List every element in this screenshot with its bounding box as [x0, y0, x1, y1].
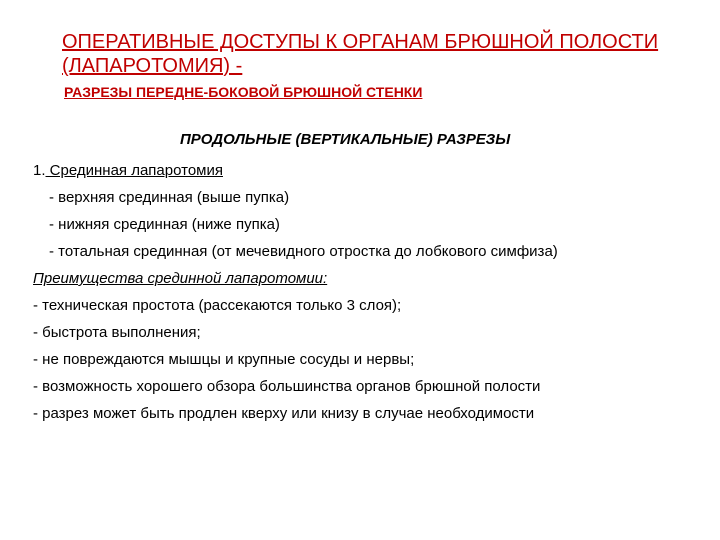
advantage-line: - не повреждаются мышцы и крупные сосуды и нервы;: [33, 351, 415, 368]
advantage-line: - техническая простота (рассекаются только 3 слоя);: [33, 297, 402, 314]
advantage-line: - разрез может быть продлен кверху или книзу в случае необходимости: [33, 405, 535, 422]
variant-line: - тотальная срединная (от мечевидного отростка до лобкового симфиза): [49, 243, 558, 260]
slide-title: ОПЕРАТИВНЫЕ ДОСТУПЫ К ОРГАНАМ БРЮШНОЙ ПОЛОСТИ (ЛАПАРОТОМИЯ) -: [62, 31, 659, 77]
advantage-line: - быстрота выполнения;: [33, 324, 201, 341]
numbered-item: [33, 157, 703, 184]
advantage-line: - возможность хорошего обзора большинства органов брюшной полости: [33, 378, 541, 395]
variant-line: - нижняя срединная (ниже пупка): [49, 216, 280, 233]
item-title: Срединная лапаротомия: [45, 162, 223, 179]
slide-subtitle: РАЗРЕЗЫ ПЕРЕДНЕ-БОКОВОЙ БРЮШНОЙ СТЕНКИ: [64, 84, 423, 100]
section-heading: ПРОДОЛЬНЫЕ (ВЕРТИКАЛЬНЫЕ) РАЗРЕЗЫ: [180, 131, 511, 148]
item-number: 1.: [33, 162, 46, 179]
advantages-heading: Преимущества срединной лапаротомии:: [33, 270, 328, 287]
slide-body: [33, 157, 703, 427]
variant-line: - верхняя срединная (выше пупка): [49, 189, 290, 206]
